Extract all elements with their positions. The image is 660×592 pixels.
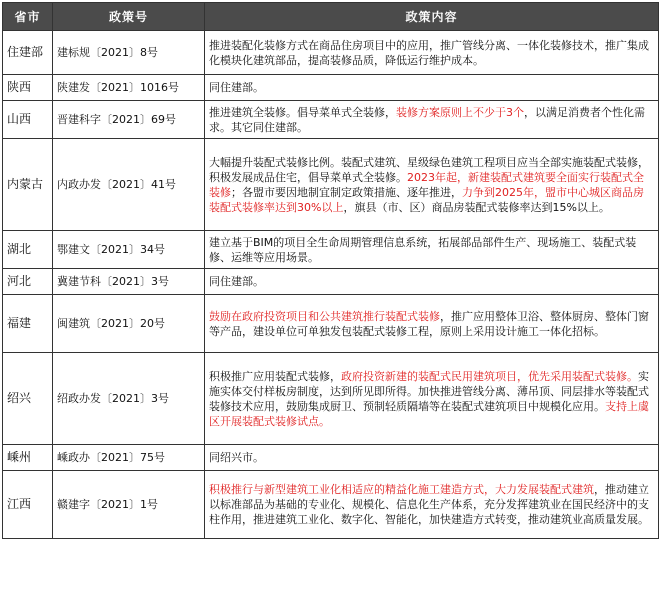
policy-content-cell xyxy=(205,75,659,101)
province-cell: 住建部 xyxy=(3,31,53,75)
policy-content-cell xyxy=(205,471,659,539)
highlighted-text: 装修方案原则上不少于3个 xyxy=(396,105,524,119)
province-cell: 嵊州 xyxy=(3,445,53,471)
policy-number-cell: 赣建字〔2021〕1号 xyxy=(53,471,205,539)
policy-content-cell xyxy=(205,101,659,139)
table-row xyxy=(3,75,659,101)
province-cell: 绍兴 xyxy=(3,353,53,445)
province-cell: 河北 xyxy=(3,269,53,295)
policy-number-cell: 嵊政办〔2021〕75号 xyxy=(53,445,205,471)
policy-number-cell: 绍政办发〔2021〕3号 xyxy=(53,353,205,445)
policy-content-cell xyxy=(205,139,659,231)
policy-content-cell xyxy=(205,231,659,269)
header-row xyxy=(3,3,659,31)
table-row xyxy=(3,445,659,471)
province-cell: 江西 xyxy=(3,471,53,539)
policy-number-cell: 闽建筑〔2021〕20号 xyxy=(53,295,205,353)
content-text: ，以满足消费者个性化需求。其它同住建部。 xyxy=(209,105,645,134)
table-body xyxy=(3,31,659,539)
table-row xyxy=(3,231,659,269)
highlighted-text: 支持上虞区开展装配式装修试点。 xyxy=(209,399,649,428)
highlighted-text: 力争到2025年，盟市中心城区商品房装配式装修率达到30%以上 xyxy=(209,185,644,214)
content-text: 积极推广应用装配式装修， xyxy=(209,369,341,383)
content-text: 推进装配化装修方式在商品住房项目中的应用，推广管线分离、一体化装修技术，推广集成化模块化建筑部品，提高装修品质，降低运行维护成本。 xyxy=(209,38,649,67)
content-text: 同绍兴市。 xyxy=(209,451,264,464)
table-row xyxy=(3,295,659,353)
highlighted-text: 2023年起，新建装配式建筑要全面实行装配式全装修 xyxy=(209,170,644,199)
policy-number-cell: 建标规〔2021〕8号 xyxy=(53,31,205,75)
table-row xyxy=(3,101,659,139)
header-content: 政策内容 xyxy=(205,3,659,31)
table-row xyxy=(3,139,659,231)
content-text: ；各盟市要因地制宜制定政策措施、逐年推进， xyxy=(231,185,462,199)
header-policy-no: 政策号 xyxy=(53,3,205,31)
content-text: 实施实体交付样板房制度，达到所见即所得。加快推进管线分离、薄吊顶、同层排水等装配式装修技术应用，鼓励集成厨卫、预制轻质隔墙等在装配式建筑项目中规模化应用。 xyxy=(209,369,649,413)
content-text: ，推广应用整体卫浴、整体厨房、整体门窗等产品，建设单位可单独发包装配式装修工程，原则上采用设计施工一体化招标。 xyxy=(209,309,649,338)
policy-content-cell xyxy=(205,295,659,353)
content-text: 建立基于BIM的项目全生命周期管理信息系统，拓展部品部件生产、现场施工、装配式装修、运维等应用场景。 xyxy=(209,235,637,264)
table-row xyxy=(3,353,659,445)
content-text: 推进建筑全装修。倡导菜单式全装修， xyxy=(209,105,396,119)
content-text: 大幅提升装配式装修比例。装配式建筑、星级绿色建筑工程项目应当全部实施装配式装修，积极发展成品住宅，倡导菜单式全装修。 xyxy=(209,155,649,184)
content-text: 同住建部。 xyxy=(209,275,264,288)
policy-number-cell: 内政办发〔2021〕41号 xyxy=(53,139,205,231)
province-cell: 福建 xyxy=(3,295,53,353)
province-cell: 山西 xyxy=(3,101,53,139)
highlighted-text: 积极推行与新型建筑工业化相适应的精益化施工建造方式，大力发展装配式建筑 xyxy=(209,483,594,496)
policy-number-cell: 晋建科字〔2021〕69号 xyxy=(53,101,205,139)
table-row xyxy=(3,269,659,295)
policy-number-cell: 陕建发〔2021〕1016号 xyxy=(53,75,205,101)
table-row xyxy=(3,31,659,75)
policy-content-cell xyxy=(205,269,659,295)
policy-content-cell xyxy=(205,353,659,445)
content-text: ，旗县（市、区）商品房装配式装修率达到15%以上。 xyxy=(343,200,610,214)
province-cell: 内蒙古 xyxy=(3,139,53,231)
province-cell: 陕西 xyxy=(3,75,53,101)
policy-table xyxy=(2,2,659,539)
highlighted-text: 政府投资新建的装配式民用建筑项目，优先采用装配式装修。 xyxy=(341,369,638,383)
table-row xyxy=(3,471,659,539)
policy-number-cell: 鄂建文〔2021〕34号 xyxy=(53,231,205,269)
content-text: ，推动建立以标准部品为基础的专业化、规模化、信息化生产体系，充分发挥建筑业在国民经济中的支柱作用，推进建筑工业化、数字化、智能化，加快建造方式转变，推动建筑业高质量发展。 xyxy=(209,483,649,526)
header-province: 省市 xyxy=(3,3,53,31)
policy-content-cell xyxy=(205,445,659,471)
policy-number-cell: 冀建节科〔2021〕3号 xyxy=(53,269,205,295)
policy-content-cell xyxy=(205,31,659,75)
province-cell: 湖北 xyxy=(3,231,53,269)
highlighted-text: 鼓励在政府投资项目和公共建筑推行装配式装修 xyxy=(209,309,440,323)
content-text: 同住建部。 xyxy=(209,81,264,94)
